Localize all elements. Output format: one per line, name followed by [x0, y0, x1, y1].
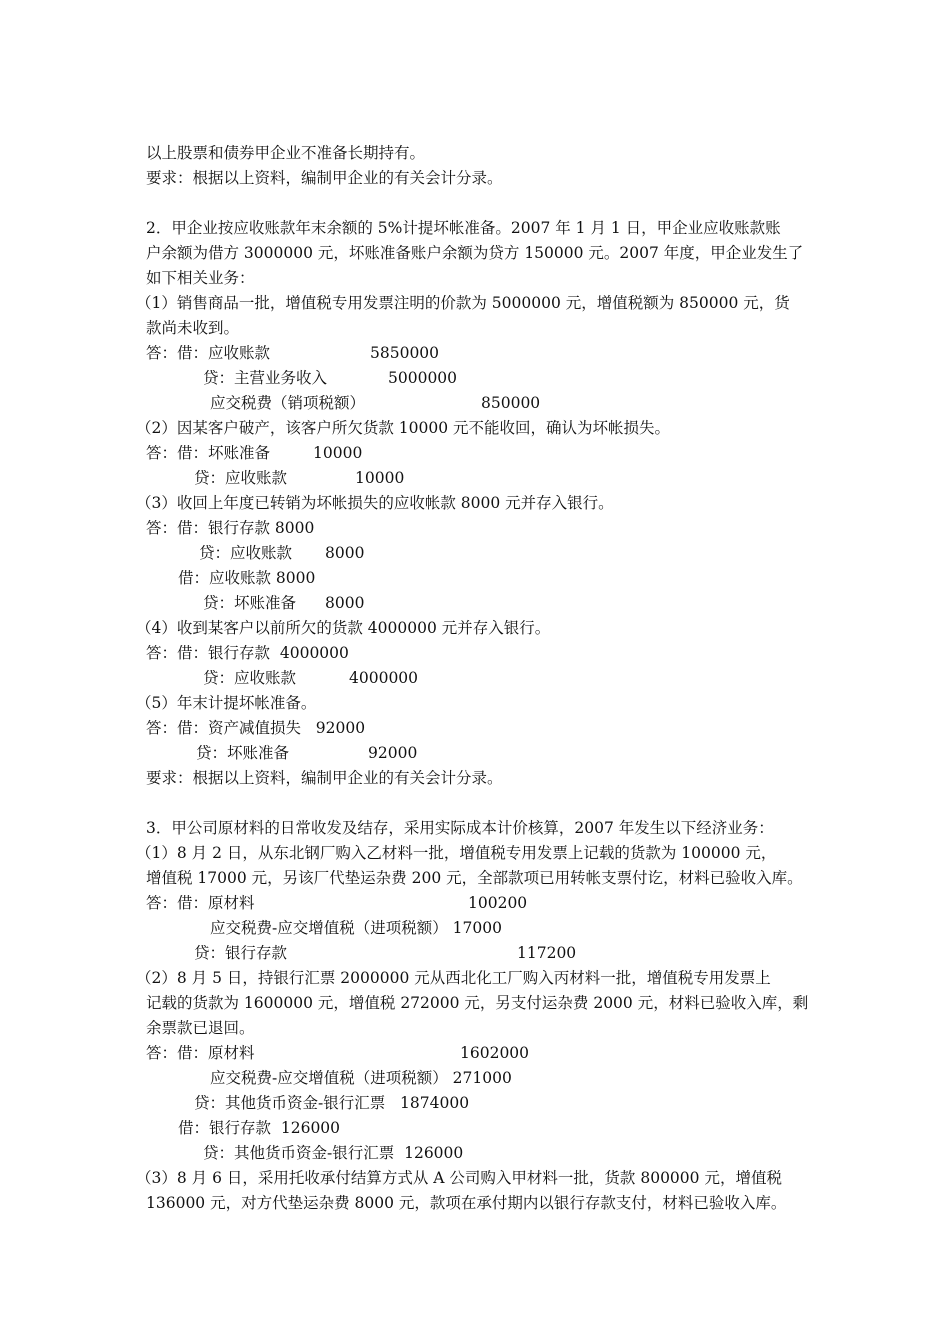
- text-line: 4000000: [349, 669, 419, 687]
- text-line: 答：借：应收账款: [146, 344, 271, 362]
- text-line: 贷：主营业务收入: [203, 369, 328, 387]
- text-line: 贷：应收账款: [203, 669, 297, 687]
- text-line: 答：借：资产减值损失 92000: [146, 719, 366, 737]
- text-line: （3）8 月 6 日，采用托收承付结算方式从 A 公司购入甲材料一批，货款 800000 元，增值税: [136, 1169, 782, 1187]
- text-line: 增值税 17000 元，另该厂代垫运杂费 200 元，全部款项已用转帐支票付讫，材料已验收入库。: [146, 869, 803, 887]
- text-line: 贷：银行存款: [194, 944, 288, 962]
- text-line: 要求：根据以上资料，编制甲企业的有关会计分录。: [146, 169, 503, 187]
- text-line: （3）收回上年度已转销为坏帐损失的应收帐款 8000 元并存入银行。: [136, 494, 614, 512]
- text-line: 贷：其他货币资金-银行汇票 126000: [203, 1144, 464, 1162]
- text-line: 借：应收账款 8000: [178, 569, 316, 587]
- text-line: 应交税费-应交增值税（进项税额） 271000: [210, 1069, 512, 1087]
- text-line: 如下相关业务：: [146, 269, 255, 287]
- text-line: 5850000: [370, 344, 440, 362]
- text-line: 答：借：银行存款 8000: [146, 519, 315, 537]
- text-line: 借：银行存款 126000: [178, 1119, 341, 1137]
- text-line: 92000: [368, 744, 418, 762]
- text-line: 以上股票和债券甲企业不准备长期持有。: [146, 144, 426, 162]
- text-line: 要求：根据以上资料，编制甲企业的有关会计分录。: [146, 769, 503, 787]
- text-line: （1）8 月 2 日，从东北钢厂购入乙材料一批，增值税专用发票上记载的货款为 100000 元，: [136, 844, 777, 862]
- text-line: （2）8 月 5 日，持银行汇票 2000000 元从西北化工厂购入丙材料一批，增值税专用发票上: [136, 969, 771, 987]
- text-line: 3．甲公司原材料的日常收发及结存，采用实际成本计价核算，2007 年发生以下经济业务：: [146, 819, 774, 837]
- text-line: （2）因某客户破产，该客户所欠货款 10000 元不能收回，确认为坏帐损失。: [136, 419, 671, 437]
- text-line: （4）收到某客户以前所欠的货款 4000000 元并存入银行。: [136, 619, 551, 637]
- text-line: 8000: [325, 594, 365, 612]
- text-line: 记载的货款为 1600000 元，增值税 272000 元，另支付运杂费 2000 元，材料已验收入库，剩: [146, 994, 809, 1012]
- text-line: 10000: [355, 469, 405, 487]
- text-line: （1）销售商品一批，增值税专用发票注明的价款为 5000000 元，增值税额为 850000 元，货: [136, 294, 790, 312]
- text-line: 答：借：坏账准备: [146, 444, 271, 462]
- text-line: 应交税费（销项税额）: [210, 394, 366, 412]
- text-line: 贷：坏账准备: [196, 744, 290, 762]
- text-line: 余票款已退回。: [146, 1019, 255, 1037]
- text-line: 答：借：原材料: [146, 894, 255, 912]
- text-line: 款尚未收到。: [146, 319, 240, 337]
- text-line: 100200: [468, 894, 528, 912]
- text-line: 136000 元，对方代垫运杂费 8000 元，款项在承付期内以银行存款支付，材料已验收入库。: [146, 1194, 787, 1212]
- text-line: 贷：其他货币资金-银行汇票 1874000: [194, 1094, 470, 1112]
- text-line: 贷：应收账款: [199, 544, 293, 562]
- text-line: 10000: [313, 444, 363, 462]
- text-line: 贷：坏账准备: [203, 594, 297, 612]
- text-line: 850000: [481, 394, 541, 412]
- text-line: 贷：应收账款: [194, 469, 288, 487]
- text-line: 答：借：原材料: [146, 1044, 255, 1062]
- text-line: 2．甲企业按应收账款年末余额的 5%计提坏帐准备。2007 年 1 月 1 日，甲企业应收账款账: [146, 219, 781, 237]
- text-line: 户余额为借方 3000000 元，坏账准备账户余额为贷方 150000 元。2007 年度，甲企业发生了: [146, 244, 804, 262]
- text-line: 117200: [517, 944, 577, 962]
- text-line: 8000: [325, 544, 365, 562]
- text-line: 5000000: [388, 369, 458, 387]
- text-line: 1602000: [460, 1044, 530, 1062]
- text-line: 答：借：银行存款 4000000: [146, 644, 349, 662]
- text-line: （5）年末计提坏帐准备。: [136, 694, 317, 712]
- text-line: 应交税费-应交增值税（进项税额） 17000: [210, 919, 502, 937]
